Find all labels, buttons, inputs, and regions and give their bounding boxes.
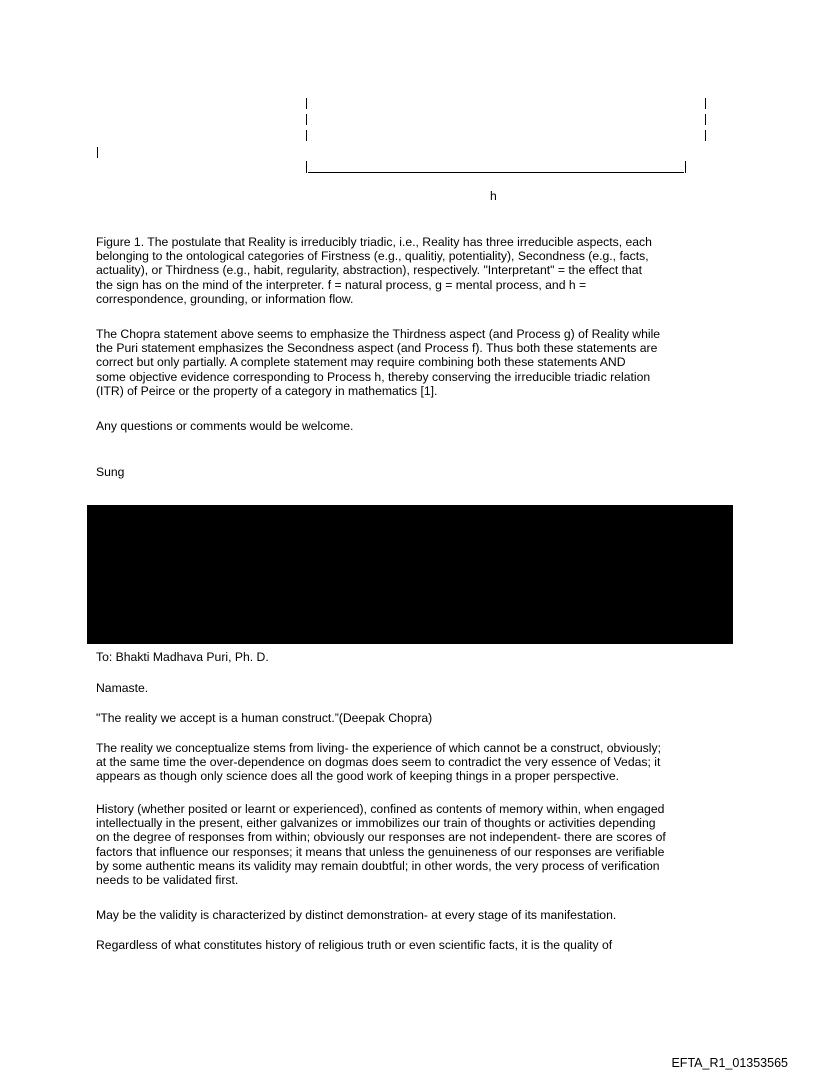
paragraph-line: History (whether posited or learnt or experienced), confined as contents of memory within, when engaged — [96, 802, 665, 816]
paragraph-line: at the same time the over-dependence on dogmas does seem to contradict the very essence of Vedas; it — [96, 755, 661, 770]
caption-line: Figure 1. The postulate that Reality is irreducibly triadic, i.e., Reality has three irreducible aspects, each — [96, 235, 652, 249]
figure-right-tick-1 — [705, 98, 706, 109]
caption-line: actuality), or Thirdness (e.g., habit, regularity, abstraction), respectively. "Interpretant" = the effect that — [96, 263, 642, 278]
signature: Sung — [96, 465, 125, 479]
figure-left-tick-1 — [306, 98, 307, 109]
paragraph-line: correct but only partially. A complete statement may require combining both these statements AND — [96, 355, 626, 370]
paragraph-line: The Chopra statement above seems to emphasize the Thirdness aspect (and Process g) of Reality while — [96, 327, 661, 341]
paragraph-line: the Puri statement emphasizes the Secondness aspect (and Process f). Thus both these statements are — [96, 341, 658, 356]
paragraph-line: on the degree of responses from within; obviously our responses are not independent- there are scores of — [96, 830, 666, 845]
figure-caption — [96, 235, 724, 306]
paragraph-line: (ITR) of Peirce or the property of a category in mathematics [1]. — [96, 383, 438, 398]
paragraph-chopra-statement — [96, 327, 724, 398]
chopra-quote: "The reality we accept is a human construct.”(Deepak Chopra) — [96, 711, 433, 725]
paragraph-line: intellectually in the present, either galvanizes or immobilizes our train of thoughts or activities depending — [96, 816, 656, 831]
figure-bottom-left-tick — [306, 161, 307, 173]
paragraph-line: some objective evidence corresponding to Process h, thereby conserving the irreducible triadic relation — [96, 369, 651, 384]
figure-left-tick-2 — [306, 114, 307, 125]
paragraph-line: factors that influence our responses; it means that unless the genuineness of our responses are verifiable — [96, 844, 665, 859]
paragraph-line: The reality we conceptualize stems from living- the experience of which cannot be a construct, obviously; — [96, 741, 661, 755]
caption-line: belonging to the ontological categories of Firstness (e.g., qualitiy, potentiality), Secondness (e.g., facts, — [96, 249, 649, 264]
paragraph-line: needs to be validated first. — [96, 873, 239, 888]
paragraph-history — [96, 802, 724, 887]
paragraph-regardless: Regardless of what constitutes history of religious truth or even scientific facts, it is the quality of — [96, 938, 613, 952]
paragraph-line: by some authentic means its validity may remain doubtful; in other words, the very process of verification — [96, 858, 660, 873]
document-id-footer: EFTA_R1_01353565 — [671, 1056, 788, 1070]
figure-bottom-right-tick — [685, 161, 686, 173]
caption-line: correspondence, grounding, or information flow. — [96, 291, 354, 306]
greeting: Namaste. — [96, 681, 149, 695]
paragraph-line: appears as though only science does all the good work of keeping things in a proper perspective. — [96, 769, 620, 784]
figure-label-h: h — [490, 189, 497, 203]
caption-line: the sign has on the mind of the interpreter. f = natural process, g = mental process, and h = — [96, 277, 587, 292]
figure-right-tick-2 — [705, 114, 706, 125]
figure-bottom-line — [308, 172, 684, 173]
redaction-block — [87, 505, 733, 644]
questions-line: Any questions or comments would be welcome. — [96, 419, 354, 433]
to-line: To: Bhakti Madhava Puri, Ph. D. — [96, 650, 269, 664]
paragraph-reality — [96, 741, 724, 784]
paragraph-validity: May be the validity is characterized by distinct demonstration- at every stage of its manifestation. — [96, 908, 617, 922]
figure-left-tick-3 — [306, 130, 307, 141]
figure-outer-tick — [97, 147, 98, 158]
figure-right-tick-3 — [705, 130, 706, 141]
